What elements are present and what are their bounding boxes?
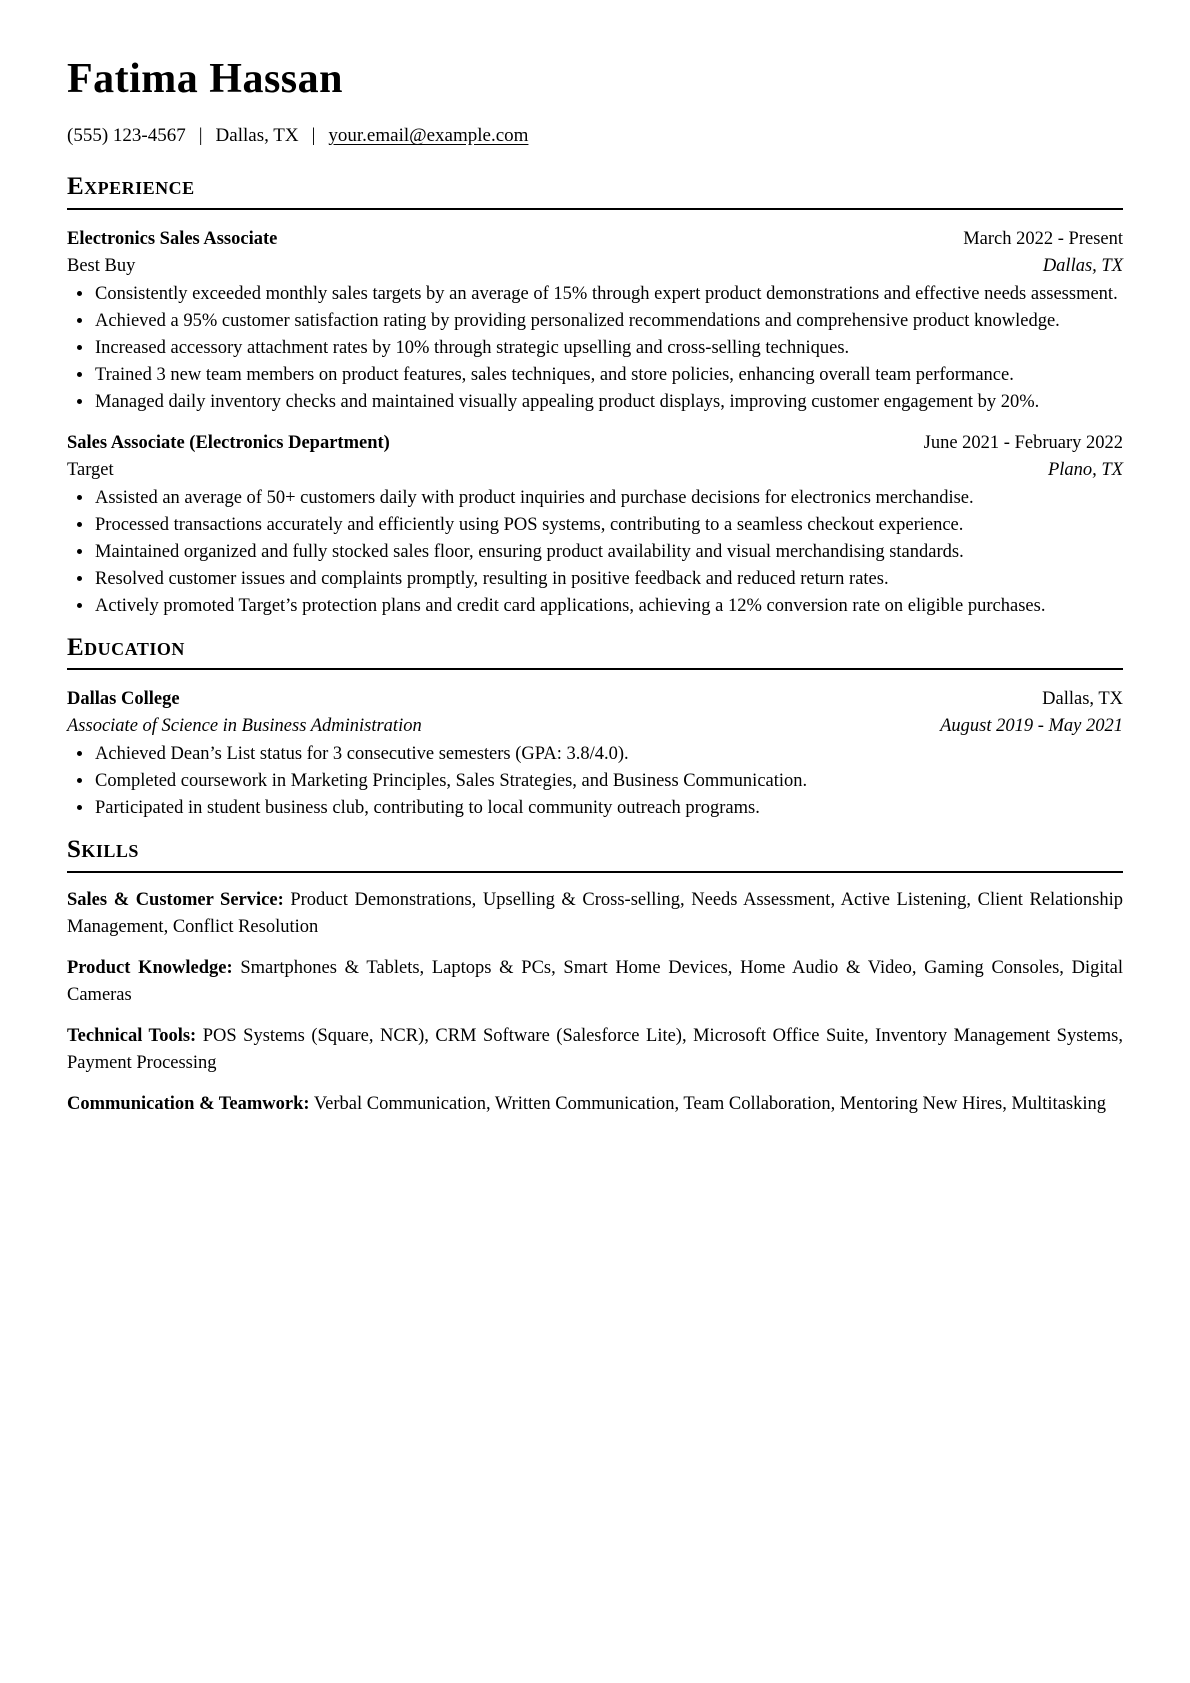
bullet-item: • Achieved a 95% customer satisfaction rating by providing personalized recommendations and comprehensive product knowledge. bbox=[94, 308, 1123, 335]
job-dates: March 2022 - Present bbox=[963, 228, 1123, 249]
skill-group-items: Smartphones & Tablets, Laptops & PCs, Smart Home Devices, Home Audio & Video, Gaming Consoles, Digital Cameras bbox=[67, 957, 1123, 1005]
job-location: Plano, TX bbox=[1047, 459, 1123, 480]
bullet-item: • Actively promoted Target’s protection plans and credit card applications, achieving a 12% conversion rate on eligible purchases. bbox=[94, 593, 1123, 620]
skill-group-label: Sales & Customer Service: bbox=[67, 889, 284, 910]
bullet-item: • Consistently exceeded monthly sales targets by an average of 15% through expert product demonstrations and effective needs assessment. bbox=[94, 281, 1123, 308]
skill-group-items: Product Demonstrations, Upselling & Cross-selling, Needs Assessment, Active Listening, Client Relationship Management, Conflict Resolution bbox=[67, 889, 1123, 937]
school-name: Dallas College bbox=[67, 689, 180, 710]
bullet-item: • Participated in student business club, contributing to local community outreach programs. bbox=[94, 795, 1123, 822]
section-experience bbox=[67, 173, 1123, 620]
email-link[interactable]: your.email@example.com bbox=[328, 125, 529, 147]
contact-location: Dallas, TX bbox=[215, 125, 299, 147]
school-degree: Associate of Science in Business Administration bbox=[67, 716, 422, 737]
job-title: Sales Associate (Electronics Department) bbox=[67, 432, 390, 453]
section-skills bbox=[67, 836, 1123, 1118]
school-bullet-list bbox=[67, 741, 1123, 822]
bullet-item: • Processed transactions accurately and efficiently using POS systems, contributing to a seamless checkout experience. bbox=[94, 512, 1123, 539]
skill-group-label: Technical Tools: bbox=[67, 1025, 197, 1046]
contact-separator: | bbox=[198, 125, 203, 147]
section-title-experience: Experience bbox=[67, 173, 1123, 210]
section-title-education: Education bbox=[67, 634, 1123, 671]
skill-group bbox=[67, 1023, 1123, 1077]
job-entry bbox=[67, 226, 1123, 416]
job-title: Electronics Sales Associate bbox=[67, 228, 278, 249]
job-bullet-list bbox=[67, 485, 1123, 620]
job-bullet-list bbox=[67, 281, 1123, 416]
school-dates: August 2019 - May 2021 bbox=[940, 716, 1123, 737]
contact-phone: (555) 123-4567 bbox=[67, 125, 186, 147]
job-entry bbox=[67, 430, 1123, 620]
section-title-skills: Skills bbox=[67, 836, 1123, 873]
job-company: Target bbox=[67, 459, 114, 480]
job-dates: June 2021 - February 2022 bbox=[923, 432, 1123, 453]
bullet-item: • Trained 3 new team members on product features, sales techniques, and store policies, enhancing overall team performance. bbox=[94, 362, 1123, 389]
bullet-item: • Resolved customer issues and complaints promptly, resulting in positive feedback and reduced return rates. bbox=[94, 566, 1123, 593]
skill-group-items: POS Systems (Square, NCR), CRM Software (Salesforce Lite), Microsoft Office Suite, Inventory Management Systems, Payment Processing bbox=[67, 1025, 1123, 1073]
job-company: Best Buy bbox=[67, 255, 136, 276]
skill-group-label: Communication & Teamwork: bbox=[67, 1093, 310, 1114]
bullet-item: • Achieved Dean’s List status for 3 consecutive semesters (GPA: 3.8/4.0). bbox=[94, 741, 1123, 768]
skill-group-items: Verbal Communication, Written Communication, Team Collaboration, Mentoring New Hires, Multitasking bbox=[313, 1093, 1106, 1114]
resume-name: Fatima Hassan bbox=[67, 56, 344, 102]
contact-line bbox=[67, 122, 1123, 149]
bullet-item: • Completed coursework in Marketing Principles, Sales Strategies, and Business Communication. bbox=[94, 768, 1123, 795]
bullet-item: • Managed daily inventory checks and maintained visually appealing product displays, improving customer engagement by 20%. bbox=[94, 389, 1123, 416]
school-location: Dallas, TX bbox=[1042, 689, 1123, 710]
job-location: Dallas, TX bbox=[1042, 255, 1123, 276]
skill-group bbox=[67, 955, 1123, 1009]
bullet-item: • Maintained organized and fully stocked sales floor, ensuring product availability and visual merchandising standards. bbox=[94, 539, 1123, 566]
school-entry bbox=[67, 686, 1123, 822]
contact-separator: | bbox=[311, 125, 316, 147]
bullet-item: • Assisted an average of 50+ customers daily with product inquiries and purchase decisions for electronics merchandise. bbox=[94, 485, 1123, 512]
bullet-item: • Increased accessory attachment rates by 10% through strategic upselling and cross-selling techniques. bbox=[94, 335, 1123, 362]
skill-group bbox=[67, 887, 1123, 941]
skill-group-label: Product Knowledge: bbox=[67, 957, 233, 978]
section-education bbox=[67, 634, 1123, 823]
skill-group bbox=[67, 1091, 1123, 1118]
